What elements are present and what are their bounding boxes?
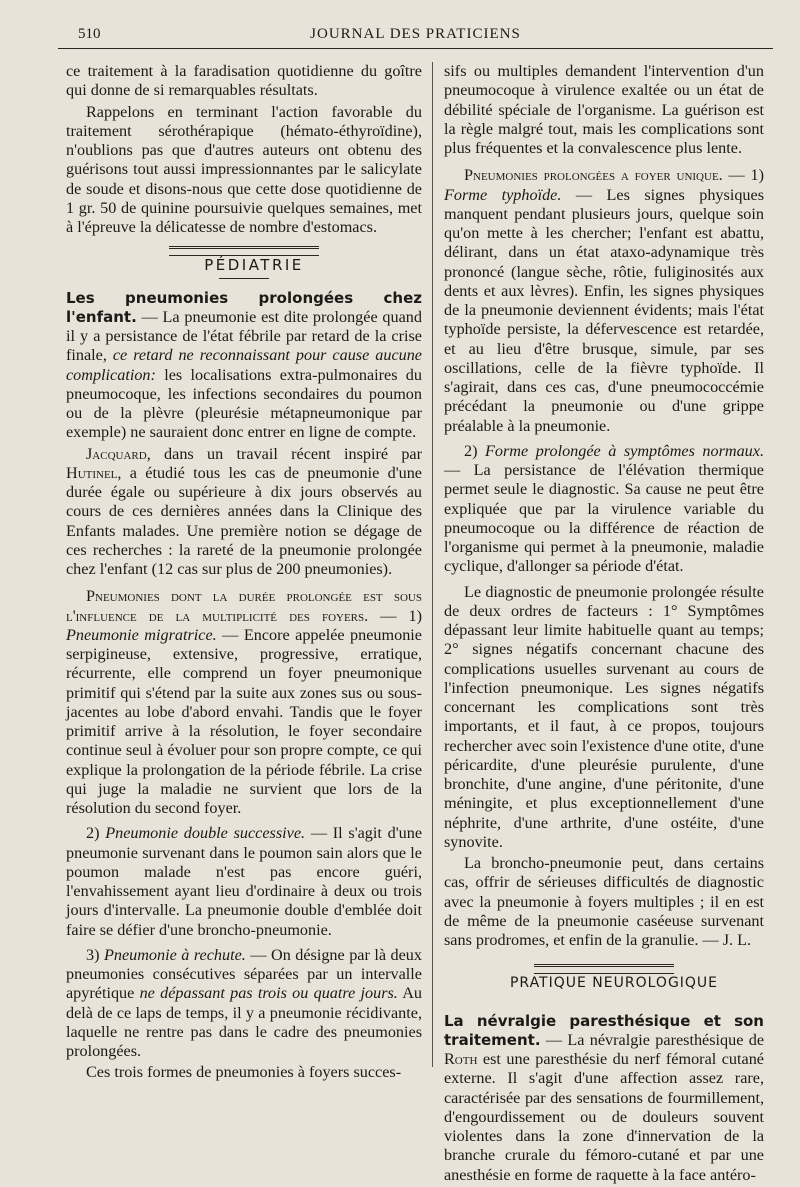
section-double-rule: [169, 246, 319, 256]
paragraph: Pneumonies prolongées a foyer unique. — 1) Forme typhoïde. — Les signes physiques manquent pendant plusieurs jours, quelque soin qu'on mette à les chercher; l'enfant est abattu, délirant, dans un état ataxo-adynamique très prononcé (langue sèche, rôtie, fuliginosités aux dents et aux lèvres). Enfin, les signes physiques de la pneumonie deviennent évidents; mais l'état typhoïde persiste, la défervescence est retardée, et au lieu d'être brusque, simule, par ses oscillations, celle de la fièvre typhoïde. Il s'agirait, dans ces cas, d'une pneumococcémie précédant la pneumonie ou d'une grippe préalable à la pneumonie.: [444, 166, 764, 435]
column-divider: [432, 62, 433, 1067]
page-number: 510: [78, 26, 101, 42]
article-paragraph: La névralgie paresthésique et son traitement. — La névralgie paresthésique de Roth est une paresthésie du nerf fémoral cutané externe. Il s'agit d'une affection assez rare, caractérisée par des sensations de fourmillement, d'engourdissement ou de douleurs souvent violentes dans la zone d'innervation de la branche crurale du fémoro-cutané et par une anesthésie en forme de raquette à la face antéro-: [444, 1011, 764, 1184]
page-header: [58, 22, 773, 44]
article-title: La névralgie paresthésique et son traitement.: [444, 1011, 764, 1049]
left-column: [66, 62, 422, 1085]
paragraph: La broncho-pneumonie peut, dans certains cas, offrir de sérieuses difficultés de diagnostic avec la pneumonie à foyers multiples ; il en est de même de la pneumonie caséeuse survenant sans prodromes, et enfin de la granulie. — J. L.: [444, 854, 764, 949]
right-column: [444, 62, 764, 1187]
paragraph: sifs ou multiples demandent l'intervention d'un pneumocoque à virulence exaltée ou un état de débilité spéciale de l'organisme. La guérison est la règle malgré tout, mais les complications sont plus fréquentes et la convalescence plus lente.: [444, 62, 764, 157]
article-title: Les pneumonies prolongées chez l'enfant.: [66, 288, 422, 326]
paragraph: Le diagnostic de pneumonie prolongée résulte de deux ordres de facteurs : 1° Symptômes dépassant leur limite habituelle quant au temps; 2° signes négatifs concernant chacune des complications usuelles survenant au cours de l'infection pneumonique. Les signes négatifs concernant les complications sont très importants, et il faut, à ce propos, toujours rechercher avec soin l'existence d'une otite, d'une péricardite, d'une pleurésie purulente, d'une bronchite, d'une angine, d'une péritonite, d'une méningite, et plus exceptionnellement d'une néphrite, d'une arthrite, d'une ostéite, d'une synovite.: [444, 582, 764, 851]
article-paragraph: Les pneumonies prolongées chez l'enfant. — La pneumonie est dite prolongée quand il y a persistance de l'état fébrile par retard de la crise finale, ce retard ne reconnaissant pour cause aucune complication: les localisations extra-pulmonaires du pneumocoque, les infections secondaires du poumon ou de la plèvre (pleurésie métapneumonique par exemple) ne sauraient donc entrer en ligne de compte.: [66, 288, 422, 442]
paragraph: Rappelons en terminant l'action favorable du traitement sérothérapique (hémato-éthyroïdine), n'oublions pas que d'autres auteurs ont obtenu des guérisons tout aussi impressionnantes par le salicylate de soude et disons-nous que cette dose quotidienne de 1 gr. 50 de quinine poursuivie quelques semaines, met à l'épreuve la délicatesse de nombre d'estomacs.: [66, 102, 422, 236]
header-rule: [58, 48, 773, 49]
paragraph: Pneumonies dont la durée prolongée est sous l'influence de la multiplicité des foyers. — 1) Pneumonie migratrice. — Encore appelée pneumonie serpigineuse, extensive, progressive, erratique, récurrente, elle comprend un foyer pneumonique primitif qui s'étend par la suite aux zones sus ou sous-jacentes au lobe d'abord envahi. Tandis que le foyer primitif arrive à la résolution, le foyer secondaire continue seul à évoluer pour son propre compte, ce qui explique la prolongation de la période fébrile. La crise qui juge la maladie ne survient que lors de la résolution du second foyer.: [66, 587, 422, 817]
journal-title: JOURNAL DES PRATICIENS: [310, 26, 521, 42]
section-double-rule: [534, 964, 674, 974]
subsection-heading: Pneumonies dont la durée prolongée est sous l'influence de la multiplicité des foyers.: [66, 587, 422, 625]
author-name: Hutinel: [66, 463, 118, 482]
section-title-pediatrie: PÉDIATRIE: [204, 256, 304, 275]
section-title-neurologique: PRATIQUE NEUROLOGIQUE: [509, 975, 719, 992]
author-name: Jacquard: [86, 444, 147, 463]
subsection-heading: Pneumonies prolongées a foyer unique.: [464, 166, 723, 185]
author-name: Roth: [444, 1050, 478, 1068]
paragraph: 3) Pneumonie à rechute. — On désigne par là deux pneumonies consécutives séparées par un intervalle apyrétique ne dépassant pas trois ou quatre jours. Au delà de ce laps de temps, il y a pneumonie récidivante, laquelle ne rentre pas dans le cadre des pneumonies prolongées.: [66, 945, 422, 1060]
paragraph: Ces trois formes de pneumonies à foyers succes-: [86, 1063, 402, 1082]
paragraph: Jacquard, dans un travail récent inspiré par Hutinel, a étudié tous les cas de pneumonie d'une durée égale ou supérieure à dix jours observés au cours de ces dernières années dans la Clinique des Enfants malades. Une première notion se dégage de ces recherches : la rareté de la pneumonie prolongée chez l'enfant (12 cas sur plus de 200 pneumonies).: [66, 444, 422, 578]
paragraph: 2) Pneumonie double successive. — Il s'agit d'une pneumonie survenant dans le poumon sain alors que le poumon malade n'est pas encore guéri, l'envahissement ayant lieu d'ordinaire à deux ou trois jours d'intervalle. La pneumonie double d'emblée doit faire se défier d'une broncho-pneumonie.: [66, 824, 423, 939]
paragraph: 2) Forme prolongée à symptômes normaux. — La persistance de l'élévation thermique permet seule le diagnostic. Sa cause ne peut être expliquée que par la virulence variable du pneumocoque ou la différence de réaction de l'organisme qui permet à la pneumonie, maladie cyclique, d'allonger sa période d'état.: [444, 441, 765, 576]
paragraph: ce traitement à la faradisation quotidienne du goître qui donne de si remarquables résultats.: [66, 62, 422, 100]
section-underline: [219, 278, 269, 279]
